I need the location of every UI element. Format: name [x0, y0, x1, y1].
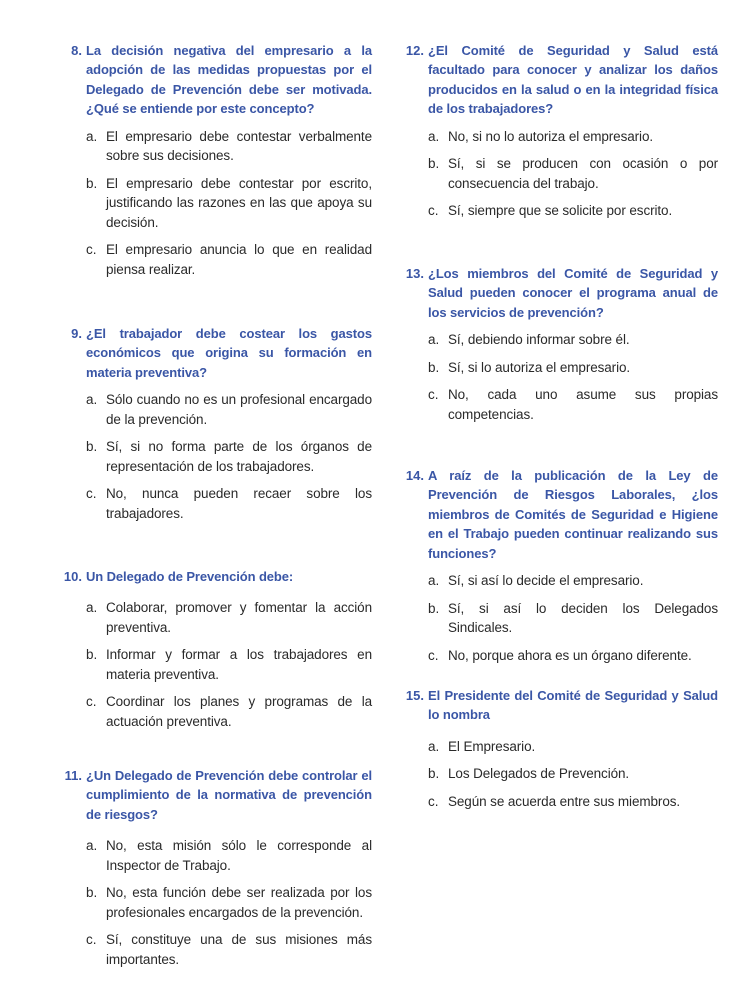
- option-text: No, cada uno asume sus propias competencias.: [448, 387, 718, 422]
- question-12: [398, 41, 718, 221]
- option-letter: a.: [86, 392, 98, 408]
- question-number: 11.: [64, 768, 82, 783]
- answer-options: [398, 330, 718, 424]
- answer-options: [56, 836, 372, 969]
- answer-option-b[interactable]: [86, 437, 372, 476]
- answer-option-a[interactable]: [86, 127, 372, 166]
- option-text: El empresario debe contestar por escrito, justificando las razones en las que apoya su decisión.: [106, 175, 372, 230]
- option-text: Sí, si no forma parte de los órganos de representación de los trabajadores.: [106, 439, 372, 474]
- answer-option-b[interactable]: [86, 645, 372, 684]
- option-text: No, esta misión sólo le corresponde al Inspector de Trabajo.: [106, 838, 372, 873]
- answer-option-a[interactable]: [86, 598, 372, 637]
- question-text: ¿Un Delegado de Prevención debe controlar el cumplimiento de la normativa de prevención de riesgos?: [86, 768, 372, 822]
- option-letter: c.: [86, 486, 97, 502]
- option-letter: c.: [86, 242, 97, 258]
- option-text: Sí, debiendo informar sobre él.: [448, 332, 630, 348]
- answer-options: [398, 127, 718, 221]
- option-text: Sólo cuando no es un profesional encargado de la prevención.: [106, 392, 372, 427]
- option-text: El empresario debe contestar verbalmente sobre sus decisiones.: [106, 128, 372, 164]
- answer-option-c[interactable]: [428, 646, 718, 666]
- question-13: [398, 264, 718, 424]
- question-10: [56, 567, 372, 731]
- option-text: Los Delegados de Prevención.: [448, 766, 630, 782]
- answer-option-c[interactable]: [86, 240, 372, 279]
- question-11: [56, 766, 372, 969]
- option-text: Informar y formar a los trabajadores en materia preventiva.: [106, 647, 372, 682]
- question-header: [56, 41, 372, 119]
- option-text: No, esta función debe ser realizada por los profesionales encargados de la prevención.: [106, 885, 372, 920]
- question-header: [398, 686, 718, 725]
- option-text: No, si no lo autoriza el empresario.: [448, 128, 653, 144]
- answer-option-b[interactable]: [86, 883, 372, 922]
- answer-option-b[interactable]: [428, 154, 718, 193]
- option-letter: b.: [86, 439, 98, 455]
- option-letter: b.: [86, 175, 98, 191]
- answer-option-a[interactable]: [86, 390, 372, 429]
- question-number: 14.: [405, 468, 424, 483]
- option-letter: c.: [428, 647, 439, 663]
- answer-option-c[interactable]: [86, 484, 372, 523]
- option-text: No, nunca pueden recaer sobre los trabajadores.: [106, 486, 372, 521]
- answer-option-b[interactable]: [428, 358, 718, 378]
- question-text: La decisión negativa del empresario a la adopción de las medidas propuestas por el Delegado de Prevención debe ser motivada. ¿Qué se entiende por este concepto?: [86, 43, 372, 117]
- answer-options: [56, 598, 372, 731]
- option-letter: a.: [86, 128, 98, 144]
- option-text: Sí, si lo autoriza el empresario.: [448, 359, 631, 375]
- question-8: [56, 41, 372, 279]
- option-letter: a.: [428, 332, 440, 348]
- answer-option-c[interactable]: [428, 385, 718, 424]
- option-text: Coordinar los planes y programas de la actuación preventiva.: [106, 694, 372, 729]
- question-header: [398, 466, 718, 563]
- answer-option-b[interactable]: [86, 174, 372, 233]
- option-text: Sí, si se producen con ocasión o por consecuencia del trabajo.: [448, 156, 718, 191]
- option-text: No, porque ahora es un órgano diferente.: [448, 647, 692, 663]
- question-text: A raíz de la publicación de la Ley de Prevención de Riesgos Laborales, ¿los miembros de Comités de Seguridad e Higiene en el Trabajo pueden continuar realizando sus funciones?: [428, 468, 718, 561]
- question-number: 9.: [71, 326, 82, 341]
- option-letter: b.: [428, 766, 440, 782]
- option-letter: c.: [428, 203, 439, 219]
- option-text: Según se acuerda entre sus miembros.: [448, 793, 681, 809]
- option-letter: a.: [428, 128, 440, 144]
- question-number: 8.: [71, 43, 82, 58]
- answer-option-a[interactable]: [86, 836, 372, 875]
- answer-option-a[interactable]: [428, 127, 718, 147]
- question-number: 15.: [405, 688, 424, 703]
- option-text: Colaborar, promover y fomentar la acción preventiva.: [106, 600, 372, 635]
- question-9: [56, 324, 372, 523]
- left-column: [56, 0, 372, 1000]
- option-letter: b.: [86, 647, 98, 663]
- option-text: Sí, constituye una de sus misiones más importantes.: [106, 932, 372, 967]
- answer-option-a[interactable]: [428, 571, 718, 591]
- option-letter: a.: [86, 838, 98, 854]
- question-text: El Presidente del Comité de Seguridad y Salud lo nombra: [428, 688, 718, 723]
- answer-options: [56, 390, 372, 523]
- option-text: Sí, si así lo decide el empresario.: [448, 573, 644, 589]
- question-14: [398, 466, 718, 665]
- option-letter: b.: [86, 885, 98, 901]
- question-header: [56, 567, 372, 586]
- question-text: ¿El trabajador debe costear los gastos económicos que origina su formación en materia preventiva?: [86, 326, 372, 380]
- option-letter: c.: [86, 694, 97, 710]
- option-letter: c.: [428, 387, 439, 403]
- question-text: ¿Los miembros del Comité de Seguridad y Salud pueden conocer el programa anual de los servicios de prevención?: [428, 266, 718, 320]
- option-letter: c.: [86, 932, 97, 948]
- question-number: 13.: [405, 266, 424, 281]
- answer-option-c[interactable]: [428, 792, 718, 812]
- option-text: El empresario anuncia lo que en realidad piensa realizar.: [106, 242, 372, 277]
- option-letter: a.: [86, 600, 98, 616]
- option-letter: b.: [428, 600, 440, 616]
- option-text: Sí, si así lo deciden los Delegados Sindicales.: [448, 600, 718, 636]
- question-text: Un Delegado de Prevención debe:: [86, 569, 294, 584]
- option-text: Sí, siempre que se solicite por escrito.: [448, 203, 673, 219]
- question-number: 10.: [63, 569, 82, 584]
- option-letter: a.: [428, 738, 440, 754]
- question-header: [398, 264, 718, 322]
- answer-options: [398, 737, 718, 812]
- answer-option-a[interactable]: [428, 737, 718, 757]
- question-text: ¿El Comité de Seguridad y Salud está facultado para conocer y analizar los daños producidos en la salud o en la integridad física de los trabajadores?: [428, 43, 718, 117]
- answer-option-a[interactable]: [428, 330, 718, 350]
- question-header: [398, 41, 718, 119]
- question-number: 12.: [405, 43, 424, 58]
- answer-option-c[interactable]: [86, 692, 372, 731]
- question-15: [398, 686, 718, 811]
- option-letter: a.: [428, 573, 440, 589]
- option-letter: c.: [428, 793, 439, 809]
- answer-option-c[interactable]: [428, 201, 718, 221]
- answer-options: [398, 571, 718, 665]
- answer-option-c[interactable]: [86, 930, 372, 969]
- answer-option-b[interactable]: [428, 599, 718, 638]
- question-header: [56, 324, 372, 382]
- option-text: El Empresario.: [448, 738, 536, 754]
- answer-options: [56, 127, 372, 280]
- right-column: [398, 0, 718, 1000]
- answer-option-b[interactable]: [428, 764, 718, 784]
- option-letter: b.: [428, 359, 440, 375]
- question-header: [56, 766, 372, 824]
- option-letter: b.: [428, 156, 440, 172]
